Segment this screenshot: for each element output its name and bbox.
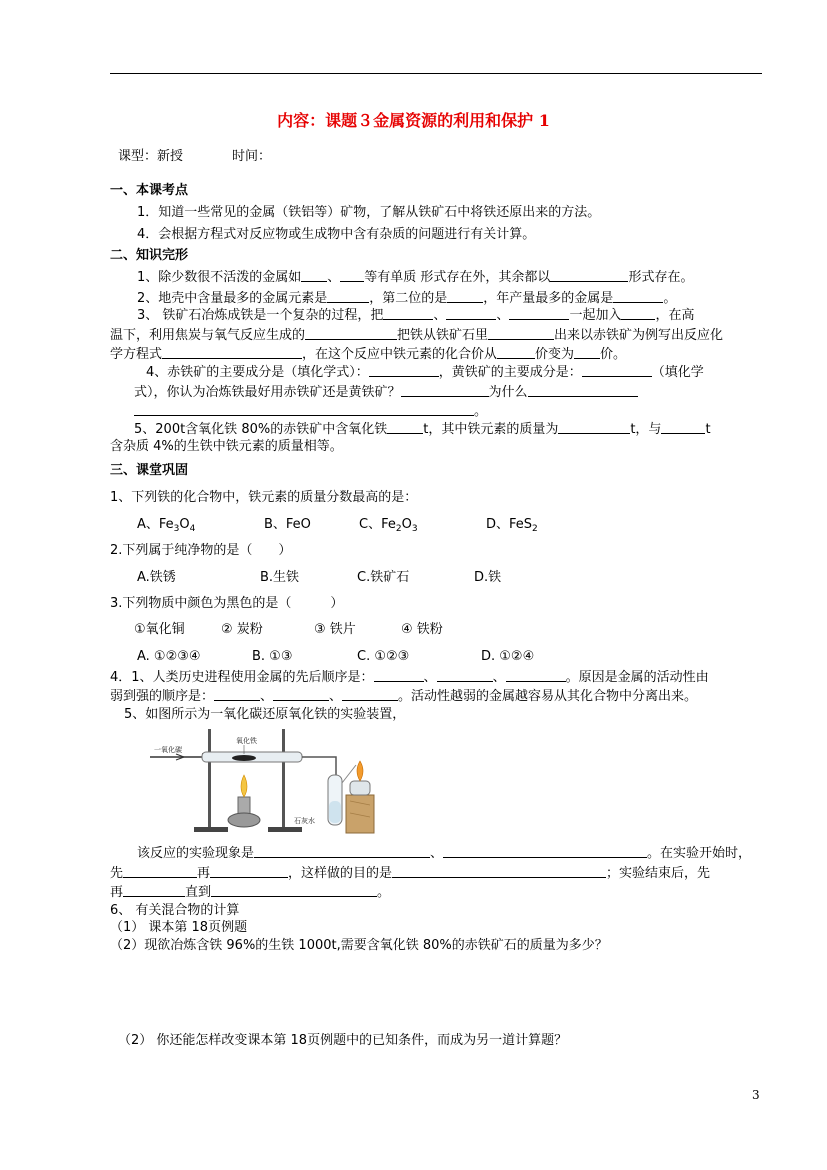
header-rule (110, 73, 762, 74)
sec3-q6-part-1: （1） 课本第 18页例题 (110, 920, 248, 935)
sec3-q3-option-c: C. ①②③ (357, 649, 410, 664)
sec3-q1-option-c (359, 517, 418, 537)
sec3-q3-item-1: ①氧化铜 (134, 622, 185, 637)
text: 2、地壳中含量最多的金属元素是 (137, 291, 328, 306)
text: 价变为 (535, 347, 575, 362)
text: 学方程式 (110, 347, 163, 362)
text: t，其中铁元素的质量为 (423, 422, 559, 437)
lesson-type: 课型：新授 (118, 149, 184, 164)
section-3-heading: 三、课堂巩固 (110, 463, 189, 478)
sec3-q3-item-4: ④ 铁粉 (401, 622, 443, 637)
blank[interactable] (661, 421, 705, 434)
blank[interactable] (497, 346, 535, 359)
text: 把铁从铁矿石里 (397, 328, 489, 343)
sec3-q2-option-d: D.铁 (474, 570, 502, 585)
text: 、 (433, 308, 447, 323)
blank[interactable] (401, 384, 489, 397)
sec3-q1-option-b: B、FeO (264, 517, 311, 532)
section-1-heading: 一、本课考点 (110, 183, 189, 198)
text: 4、赤铁矿的主要成分是（填化学式）： (146, 365, 369, 380)
blank[interactable] (374, 669, 424, 682)
sec3-q2-option-a: A.铁锈 (137, 570, 176, 585)
text: 。 (663, 291, 677, 306)
sec3-q1-option-d (486, 517, 538, 537)
blank[interactable] (342, 688, 398, 701)
sec3-q4-line2 (110, 688, 697, 705)
sec2-q4-line2 (134, 384, 638, 401)
text: 形式存在。 (628, 270, 694, 285)
text: 弱到强的顺序是： (110, 689, 215, 704)
label-co: 一氧化碳 (154, 746, 182, 754)
sec2-q4-line1 (146, 364, 704, 381)
text: 。原因是金属的活动性由 (565, 670, 709, 685)
blank[interactable] (550, 269, 628, 282)
text: 3、 铁矿石冶炼成铁是一个复杂的过程，把 (137, 308, 384, 323)
blank[interactable] (621, 307, 655, 320)
text: t (705, 422, 711, 437)
text: C、Fe (359, 517, 396, 532)
text: O (179, 517, 190, 532)
sec3-q2-option-b: B.生铁 (260, 570, 300, 585)
sec3-q3-item-2: ② 炭粉 (221, 622, 263, 637)
text: ，在高 (655, 308, 695, 323)
sec2-q3-line3 (110, 346, 626, 363)
text: ，这样做的目的是 (288, 866, 393, 881)
blank[interactable] (488, 327, 554, 340)
text: 先 (110, 866, 124, 881)
blank[interactable] (162, 346, 302, 359)
sec3-q2-option-c: C.铁矿石 (357, 570, 410, 585)
text: （填化学 (651, 365, 704, 380)
lesson-time: 时间： (232, 149, 272, 164)
blank[interactable] (443, 845, 647, 858)
sec3-q3-option-b: B. ①③ (252, 649, 293, 664)
text: ；实验结束后，先 (606, 866, 711, 881)
sec3-q6: 6、 有关混合物的计算 (110, 903, 240, 918)
text: 、 (329, 689, 343, 704)
label-fe2o3: 氧化铁 (236, 737, 257, 745)
text: ，第二位的是 (369, 291, 448, 306)
blank[interactable] (447, 290, 483, 303)
sec2-q4-line3 (134, 403, 487, 420)
text: 式），你认为冶炼铁最好用赤铁矿还是黄铁矿？ (134, 385, 401, 400)
blank[interactable] (305, 327, 397, 340)
text: 直到 (185, 885, 212, 900)
sec3-q6-part-3: （2） 你还能怎样改变课本第 18页例题中的已知条件，而成为另一道计算题？ (118, 1033, 568, 1048)
blank[interactable] (214, 688, 260, 701)
sec3-q5-line2 (110, 865, 710, 882)
page-number: 3 (752, 1088, 760, 1102)
sec3-q3: 3.下列物质中颜色为黑色的是（ ） (110, 596, 344, 611)
text: 出来以赤铁矿为例写出反应化 (554, 328, 724, 343)
text: 再 (110, 885, 124, 900)
text: 。活动性越弱的金属越容易从其化合物中分离出来。 (398, 689, 698, 704)
text: 5、200t含氧化铁 80%的赤铁矿中含氧化铁 (134, 422, 388, 437)
sec1-point-4: 4．会根据方程式对反应物或生成物中含有杂质的问题进行有关计算。 (137, 227, 536, 242)
blank[interactable] (210, 865, 288, 878)
blank[interactable] (211, 884, 377, 897)
sec3-q3-item-3: ③ 铁片 (314, 622, 356, 637)
sec1-point-1: 1．知道一些常见的金属（铁铝等）矿物，了解从铁矿石中将铁还原出来的方法。 (137, 205, 601, 220)
sec3-q3-option-d: D. ①②④ (481, 649, 535, 664)
text: t，与 (630, 422, 662, 437)
blank[interactable] (123, 884, 185, 897)
label-limewater: 石灰水 (294, 817, 315, 825)
subscript: 4 (189, 524, 196, 534)
text: 再 (197, 866, 211, 881)
blank[interactable] (582, 364, 652, 377)
text: 。 (377, 885, 391, 900)
blank[interactable] (387, 421, 423, 434)
sec3-q4-line1 (110, 669, 709, 686)
text: 一起加入 (569, 308, 622, 323)
section-2-heading: 二、知识完形 (110, 248, 189, 263)
text: 、 (496, 308, 510, 323)
text: 温下，利用焦炭与氧气反应生成的 (110, 328, 306, 343)
blank[interactable] (340, 269, 364, 282)
blank[interactable] (273, 688, 329, 701)
subscript: 3 (411, 524, 418, 534)
text: A、Fe (137, 517, 174, 532)
blank[interactable] (327, 290, 369, 303)
text: 等有单质 形式存在外，其余都以 (364, 270, 551, 285)
blank[interactable] (574, 346, 600, 359)
text: 该反应的实验现象是 (137, 846, 255, 861)
sec3-q6-part-2: （2）现欲冶炼含铁 96%的生铁 1000t,需要含氧化铁 80%的赤铁矿石的质量为多少？ (110, 938, 608, 953)
blank[interactable] (446, 307, 496, 320)
sec2-q1 (137, 269, 693, 286)
blank[interactable] (613, 290, 663, 303)
blank[interactable] (123, 865, 197, 878)
text: 为什么 (488, 385, 528, 400)
subscript: 2 (532, 524, 538, 534)
text: 。在实验开始时， (647, 846, 752, 861)
sec3-q3-option-a: A. ①②③④ (137, 649, 201, 664)
subscript: 3 (173, 524, 180, 534)
sec3-q1: 1、下列铁的化合物中，铁元素的质量分数最高的是： (110, 490, 418, 505)
text: ，在这个反应中铁元素的化合价从 (302, 347, 498, 362)
blank[interactable] (383, 307, 433, 320)
text: 、 (423, 670, 437, 685)
sec2-q5-line1 (134, 421, 711, 438)
text: O (401, 517, 412, 532)
blank[interactable] (369, 364, 439, 377)
co-reduction-apparatus-figure (146, 725, 378, 835)
sec3-q5-line3 (110, 884, 390, 901)
sec3-q1-option-a (137, 517, 195, 537)
blank[interactable] (254, 845, 430, 858)
text: 、 (327, 270, 341, 285)
text: 价。 (600, 347, 627, 362)
sec2-q3-line2 (110, 327, 723, 344)
sec3-q5: 5、如图所示为一氧化碳还原氧化铁的实验装置， (124, 707, 406, 722)
subscript: 2 (395, 524, 402, 534)
text: ，年产量最多的金属是 (483, 291, 614, 306)
page-title: 内容：课题３金属资源的利用和保护 1 (277, 111, 550, 130)
blank[interactable] (437, 669, 493, 682)
blank[interactable] (528, 384, 638, 397)
blank[interactable] (509, 307, 569, 320)
text: 、 (260, 689, 274, 704)
blank[interactable] (134, 403, 474, 416)
text: ，黄铁矿的主要成分是： (438, 365, 582, 380)
blank[interactable] (392, 865, 606, 878)
sec3-q2: 2.下列属于纯净物的是（ ） (110, 543, 292, 558)
text: 。 (474, 404, 488, 419)
blank[interactable] (301, 269, 327, 282)
text: 、 (492, 670, 506, 685)
sec2-q3-line1 (137, 307, 694, 324)
text: D、FeS (486, 517, 533, 532)
text: 4．1、人类历史进程使用金属的先后顺序是： (110, 670, 374, 685)
blank[interactable] (558, 421, 630, 434)
text: 、 (430, 846, 444, 861)
sec3-q5-line1 (137, 845, 751, 862)
text: 1、除少数很不活泼的金属如 (137, 270, 302, 285)
blank[interactable] (506, 669, 566, 682)
sec2-q5-line2: 含杂质 4%的生铁中铁元素的质量相等。 (110, 439, 343, 454)
sec2-q2 (137, 290, 676, 307)
